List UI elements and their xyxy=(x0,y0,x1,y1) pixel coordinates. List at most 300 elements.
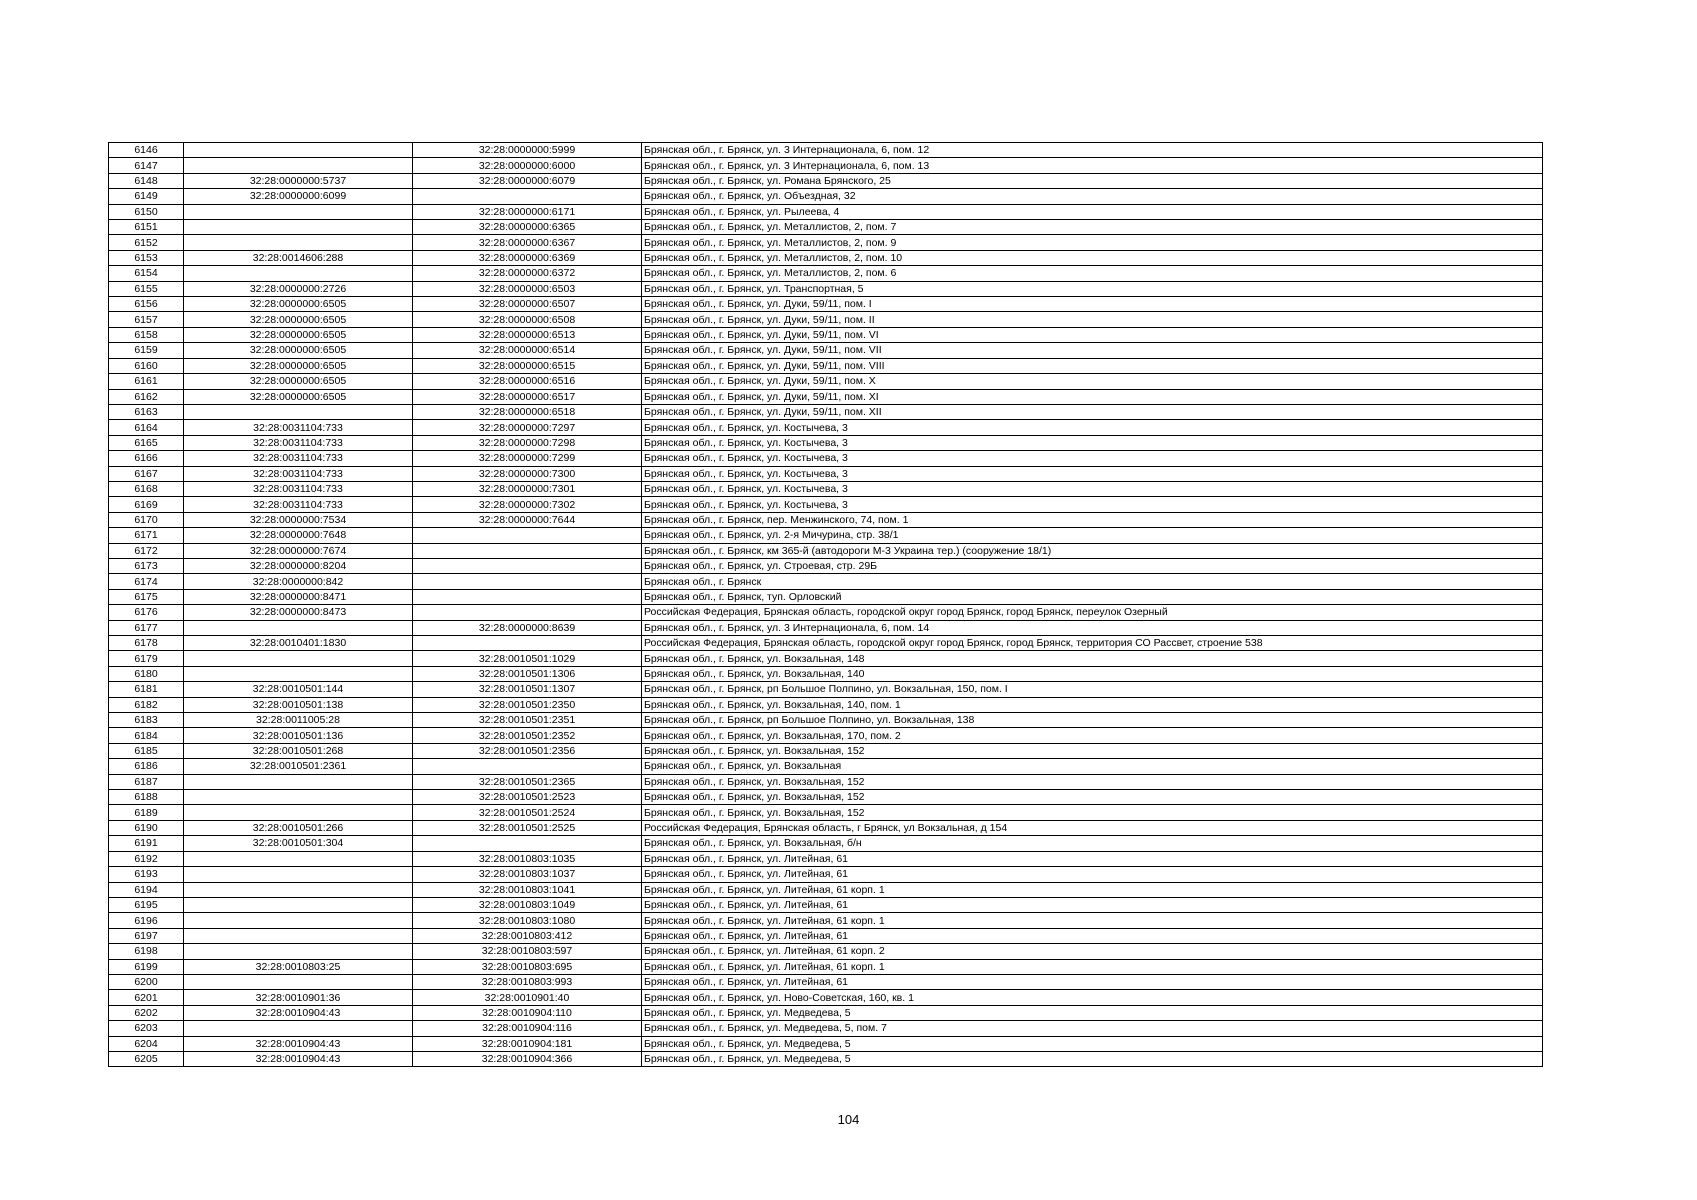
address-cell: Брянская обл., г. Брянск, ул. Костычева, 3 xyxy=(642,497,1543,512)
table-row xyxy=(109,897,1543,912)
table-row xyxy=(109,820,1543,835)
row-number-cell: 6162 xyxy=(109,389,184,404)
table-row xyxy=(109,713,1543,728)
row-number-cell: 6202 xyxy=(109,1005,184,1020)
registry-table xyxy=(108,142,1543,1067)
address-cell: Брянская обл., г. Брянск, ул. 3 Интернационала, 6, пом. 14 xyxy=(642,620,1543,635)
row-number-cell: 6164 xyxy=(109,420,184,435)
land-cadastral-number-cell: 32:28:0010501:2361 xyxy=(184,759,413,774)
table-row xyxy=(109,1005,1543,1020)
land-cadastral-number-cell: 32:28:0000000:8204 xyxy=(184,558,413,573)
table-row xyxy=(109,374,1543,389)
land-cadastral-number-cell: 32:28:0000000:6505 xyxy=(184,374,413,389)
address-cell: Брянская обл., г. Брянск, ул. Дуки, 59/11, пом. XI xyxy=(642,389,1543,404)
object-cadastral-number-cell: 32:28:0000000:8639 xyxy=(413,620,642,635)
table-row xyxy=(109,404,1543,419)
row-number-cell: 6174 xyxy=(109,574,184,589)
object-cadastral-number-cell xyxy=(413,574,642,589)
address-cell: Брянская обл., г. Брянск, ул. Вокзальная, 140 xyxy=(642,666,1543,681)
row-number-cell: 6159 xyxy=(109,343,184,358)
address-cell: Брянская обл., г. Брянск, ул. Дуки, 59/11, пом. VIII xyxy=(642,358,1543,373)
land-cadastral-number-cell: 32:28:0010401:1830 xyxy=(184,636,413,651)
land-cadastral-number-cell xyxy=(184,867,413,882)
address-cell: Брянская обл., г. Брянск, ул. Дуки, 59/11, пом. VI xyxy=(642,327,1543,342)
table-row xyxy=(109,728,1543,743)
table-row xyxy=(109,836,1543,851)
row-number-cell: 6194 xyxy=(109,882,184,897)
land-cadastral-number-cell xyxy=(184,143,413,158)
land-cadastral-number-cell: 32:28:0000000:7648 xyxy=(184,528,413,543)
table-row xyxy=(109,343,1543,358)
table-row xyxy=(109,851,1543,866)
table-row xyxy=(109,235,1543,250)
land-cadastral-number-cell: 32:28:0010803:25 xyxy=(184,959,413,974)
table-row xyxy=(109,682,1543,697)
land-cadastral-number-cell: 32:28:0000000:8473 xyxy=(184,605,413,620)
object-cadastral-number-cell: 32:28:0010904:110 xyxy=(413,1005,642,1020)
row-number-cell: 6168 xyxy=(109,481,184,496)
land-cadastral-number-cell xyxy=(184,944,413,959)
object-cadastral-number-cell: 32:28:0000000:6079 xyxy=(413,173,642,188)
table-row xyxy=(109,574,1543,589)
address-cell: Брянская обл., г. Брянск, ул. Литейная, 61 xyxy=(642,928,1543,943)
row-number-cell: 6184 xyxy=(109,728,184,743)
row-number-cell: 6150 xyxy=(109,204,184,219)
address-cell: Брянская обл., г. Брянск, ул. Вокзальная, 152 xyxy=(642,774,1543,789)
object-cadastral-number-cell xyxy=(413,836,642,851)
land-cadastral-number-cell: 32:28:0010901:36 xyxy=(184,990,413,1005)
object-cadastral-number-cell: 32:28:0010501:2352 xyxy=(413,728,642,743)
address-cell: Брянская обл., г. Брянск, ул. Металлистов, 2, пом. 9 xyxy=(642,235,1543,250)
address-cell: Брянская обл., г. Брянск, ул. Костычева, 3 xyxy=(642,420,1543,435)
object-cadastral-number-cell: 32:28:0000000:6369 xyxy=(413,250,642,265)
address-cell: Брянская обл., г. Брянск, ул. 3 Интернационала, 6, пом. 12 xyxy=(642,143,1543,158)
row-number-cell: 6163 xyxy=(109,404,184,419)
land-cadastral-number-cell: 32:28:0000000:6099 xyxy=(184,189,413,204)
address-cell: Брянская обл., г. Брянск, ул. Вокзальная, 152 xyxy=(642,805,1543,820)
row-number-cell: 6166 xyxy=(109,451,184,466)
land-cadastral-number-cell: 32:28:0000000:6505 xyxy=(184,327,413,342)
object-cadastral-number-cell: 32:28:0010803:1080 xyxy=(413,913,642,928)
land-cadastral-number-cell xyxy=(184,204,413,219)
land-cadastral-number-cell: 32:28:0011005:28 xyxy=(184,713,413,728)
object-cadastral-number-cell: 32:28:0010803:1049 xyxy=(413,897,642,912)
object-cadastral-number-cell xyxy=(413,605,642,620)
row-number-cell: 6147 xyxy=(109,158,184,173)
row-number-cell: 6173 xyxy=(109,558,184,573)
land-cadastral-number-cell xyxy=(184,913,413,928)
object-cadastral-number-cell: 32:28:0000000:6518 xyxy=(413,404,642,419)
table-row xyxy=(109,666,1543,681)
address-cell: Брянская обл., г. Брянск, ул. Костычева, 3 xyxy=(642,435,1543,450)
table-row xyxy=(109,327,1543,342)
object-cadastral-number-cell: 32:28:0000000:6171 xyxy=(413,204,642,219)
object-cadastral-number-cell: 32:28:0000000:6507 xyxy=(413,297,642,312)
address-cell: Брянская обл., г. Брянск, ул. Вокзальная xyxy=(642,759,1543,774)
land-cadastral-number-cell: 32:28:0010501:136 xyxy=(184,728,413,743)
address-cell: Брянская обл., г. Брянск, ул. Литейная, 61 xyxy=(642,974,1543,989)
table-row xyxy=(109,928,1543,943)
row-number-cell: 6172 xyxy=(109,543,184,558)
table-row xyxy=(109,189,1543,204)
land-cadastral-number-cell: 32:28:0000000:842 xyxy=(184,574,413,589)
row-number-cell: 6192 xyxy=(109,851,184,866)
row-number-cell: 6148 xyxy=(109,173,184,188)
table-row xyxy=(109,605,1543,620)
object-cadastral-number-cell: 32:28:0000000:6514 xyxy=(413,343,642,358)
address-cell: Брянская обл., г. Брянск, ул. Строевая, стр. 29Б xyxy=(642,558,1543,573)
table-row xyxy=(109,250,1543,265)
row-number-cell: 6157 xyxy=(109,312,184,327)
table-row xyxy=(109,743,1543,758)
address-cell: Брянская обл., г. Брянск, ул. Вокзальная, 148 xyxy=(642,651,1543,666)
land-cadastral-number-cell xyxy=(184,235,413,250)
table-row xyxy=(109,959,1543,974)
table-row xyxy=(109,1051,1543,1066)
row-number-cell: 6155 xyxy=(109,281,184,296)
address-cell: Брянская обл., г. Брянск, ул. Литейная, 61 корп. 1 xyxy=(642,882,1543,897)
row-number-cell: 6153 xyxy=(109,250,184,265)
object-cadastral-number-cell: 32:28:0010904:366 xyxy=(413,1051,642,1066)
land-cadastral-number-cell: 32:28:0031104:733 xyxy=(184,466,413,481)
table-row xyxy=(109,143,1543,158)
object-cadastral-number-cell: 32:28:0010501:2365 xyxy=(413,774,642,789)
object-cadastral-number-cell: 32:28:0010501:2523 xyxy=(413,790,642,805)
land-cadastral-number-cell xyxy=(184,666,413,681)
object-cadastral-number-cell: 32:28:0000000:7300 xyxy=(413,466,642,481)
table-row xyxy=(109,651,1543,666)
row-number-cell: 6149 xyxy=(109,189,184,204)
address-cell: Брянская обл., г. Брянск, ул. Медведева, 5 xyxy=(642,1036,1543,1051)
object-cadastral-number-cell: 32:28:0000000:6516 xyxy=(413,374,642,389)
land-cadastral-number-cell xyxy=(184,928,413,943)
object-cadastral-number-cell: 32:28:0000000:5999 xyxy=(413,143,642,158)
address-cell: Брянская обл., г. Брянск, ул. 3 Интернационала, 6, пом. 13 xyxy=(642,158,1543,173)
row-number-cell: 6170 xyxy=(109,512,184,527)
page-number: 104 xyxy=(837,1112,860,1127)
row-number-cell: 6195 xyxy=(109,897,184,912)
land-cadastral-number-cell: 32:28:0000000:6505 xyxy=(184,312,413,327)
address-cell: Брянская обл., г. Брянск, ул. Вокзальная, б/н xyxy=(642,836,1543,851)
address-cell: Брянская обл., г. Брянск, ул. Дуки, 59/11, пом. VII xyxy=(642,343,1543,358)
land-cadastral-number-cell xyxy=(184,158,413,173)
land-cadastral-number-cell xyxy=(184,220,413,235)
address-cell: Брянская обл., г. Брянск, ул. Металлистов, 2, пом. 7 xyxy=(642,220,1543,235)
land-cadastral-number-cell: 32:28:0010501:304 xyxy=(184,836,413,851)
address-cell: Брянская обл., г. Брянск, ул. Дуки, 59/11, пом. X xyxy=(642,374,1543,389)
object-cadastral-number-cell xyxy=(413,636,642,651)
object-cadastral-number-cell: 32:28:0010803:1041 xyxy=(413,882,642,897)
table-row xyxy=(109,512,1543,527)
row-number-cell: 6180 xyxy=(109,666,184,681)
object-cadastral-number-cell: 32:28:0000000:6000 xyxy=(413,158,642,173)
table-row xyxy=(109,867,1543,882)
object-cadastral-number-cell xyxy=(413,558,642,573)
row-number-cell: 6169 xyxy=(109,497,184,512)
land-cadastral-number-cell xyxy=(184,404,413,419)
object-cadastral-number-cell: 32:28:0000000:7299 xyxy=(413,451,642,466)
row-number-cell: 6181 xyxy=(109,682,184,697)
object-cadastral-number-cell xyxy=(413,759,642,774)
object-cadastral-number-cell: 32:28:0010904:181 xyxy=(413,1036,642,1051)
object-cadastral-number-cell: 32:28:0010803:993 xyxy=(413,974,642,989)
row-number-cell: 6165 xyxy=(109,435,184,450)
row-number-cell: 6178 xyxy=(109,636,184,651)
row-number-cell: 6161 xyxy=(109,374,184,389)
address-cell: Брянская обл., г. Брянск, ул. Литейная, 61 xyxy=(642,897,1543,912)
table-row xyxy=(109,790,1543,805)
address-cell: Брянская обл., г. Брянск, рп Большое Полпино, ул. Вокзальная, 150, пом. I xyxy=(642,682,1543,697)
table-row xyxy=(109,358,1543,373)
row-number-cell: 6193 xyxy=(109,867,184,882)
table-row xyxy=(109,882,1543,897)
land-cadastral-number-cell: 32:28:0010904:43 xyxy=(184,1005,413,1020)
registry-table-body xyxy=(109,143,1543,1067)
address-cell: Брянская обл., г. Брянск, ул. Транспортная, 5 xyxy=(642,281,1543,296)
table-row xyxy=(109,1036,1543,1051)
object-cadastral-number-cell: 32:28:0010803:412 xyxy=(413,928,642,943)
row-number-cell: 6158 xyxy=(109,327,184,342)
land-cadastral-number-cell: 32:28:0000000:7534 xyxy=(184,512,413,527)
address-cell: Брянская обл., г. Брянск, ул. Костычева, 3 xyxy=(642,466,1543,481)
row-number-cell: 6200 xyxy=(109,974,184,989)
table-row xyxy=(109,420,1543,435)
table-row xyxy=(109,497,1543,512)
object-cadastral-number-cell: 32:28:0010501:2524 xyxy=(413,805,642,820)
object-cadastral-number-cell: 32:28:0000000:7302 xyxy=(413,497,642,512)
table-row xyxy=(109,481,1543,496)
table-row xyxy=(109,528,1543,543)
address-cell: Брянская обл., г. Брянск, ул. Объездная, 32 xyxy=(642,189,1543,204)
address-cell: Российская Федерация, Брянская область, городской округ город Брянск, город Брянск, переулок Озерный xyxy=(642,605,1543,620)
table-row xyxy=(109,944,1543,959)
land-cadastral-number-cell xyxy=(184,1021,413,1036)
row-number-cell: 6151 xyxy=(109,220,184,235)
land-cadastral-number-cell xyxy=(184,790,413,805)
table-row xyxy=(109,158,1543,173)
address-cell: Брянская обл., г. Брянск, туп. Орловский xyxy=(642,589,1543,604)
land-cadastral-number-cell xyxy=(184,651,413,666)
row-number-cell: 6201 xyxy=(109,990,184,1005)
table-row xyxy=(109,266,1543,281)
object-cadastral-number-cell: 32:28:0000000:7644 xyxy=(413,512,642,527)
land-cadastral-number-cell: 32:28:0031104:733 xyxy=(184,435,413,450)
land-cadastral-number-cell: 32:28:0010904:43 xyxy=(184,1036,413,1051)
land-cadastral-number-cell: 32:28:0014606:288 xyxy=(184,250,413,265)
land-cadastral-number-cell: 32:28:0000000:6505 xyxy=(184,343,413,358)
row-number-cell: 6198 xyxy=(109,944,184,959)
land-cadastral-number-cell: 32:28:0000000:6505 xyxy=(184,358,413,373)
object-cadastral-number-cell: 32:28:0010501:1306 xyxy=(413,666,642,681)
land-cadastral-number-cell: 32:28:0010501:268 xyxy=(184,743,413,758)
table-row xyxy=(109,990,1543,1005)
object-cadastral-number-cell: 32:28:0010501:2351 xyxy=(413,713,642,728)
object-cadastral-number-cell: 32:28:0000000:7297 xyxy=(413,420,642,435)
object-cadastral-number-cell: 32:28:0000000:7301 xyxy=(413,481,642,496)
object-cadastral-number-cell xyxy=(413,543,642,558)
object-cadastral-number-cell: 32:28:0000000:6508 xyxy=(413,312,642,327)
address-cell: Брянская обл., г. Брянск, ул. Медведева, 5 xyxy=(642,1005,1543,1020)
object-cadastral-number-cell: 32:28:0000000:6517 xyxy=(413,389,642,404)
object-cadastral-number-cell: 32:28:0010501:1307 xyxy=(413,682,642,697)
land-cadastral-number-cell: 32:28:0031104:733 xyxy=(184,481,413,496)
land-cadastral-number-cell: 32:28:0000000:5737 xyxy=(184,173,413,188)
address-cell: Брянская обл., г. Брянск, ул. Дуки, 59/11, пом. XII xyxy=(642,404,1543,419)
address-cell: Российская Федерация, Брянская область, городской округ город Брянск, город Брянск, территория СО Рассвет, строение 538 xyxy=(642,636,1543,651)
address-cell: Брянская обл., г. Брянск, ул. Костычева, 3 xyxy=(642,451,1543,466)
row-number-cell: 6177 xyxy=(109,620,184,635)
land-cadastral-number-cell: 32:28:0000000:6505 xyxy=(184,297,413,312)
table-row xyxy=(109,451,1543,466)
row-number-cell: 6187 xyxy=(109,774,184,789)
land-cadastral-number-cell: 32:28:0031104:733 xyxy=(184,451,413,466)
object-cadastral-number-cell: 32:28:0000000:6513 xyxy=(413,327,642,342)
address-cell: Брянская обл., г. Брянск, рп Большое Полпино, ул. Вокзальная, 138 xyxy=(642,713,1543,728)
table-row xyxy=(109,774,1543,789)
row-number-cell: 6171 xyxy=(109,528,184,543)
land-cadastral-number-cell: 32:28:0010904:43 xyxy=(184,1051,413,1066)
address-cell: Брянская обл., г. Брянск, ул. Литейная, 61 xyxy=(642,851,1543,866)
table-row xyxy=(109,389,1543,404)
row-number-cell: 6160 xyxy=(109,358,184,373)
table-row xyxy=(109,297,1543,312)
table-row xyxy=(109,974,1543,989)
object-cadastral-number-cell: 32:28:0010501:1029 xyxy=(413,651,642,666)
land-cadastral-number-cell: 32:28:0010501:266 xyxy=(184,820,413,835)
object-cadastral-number-cell: 32:28:0010901:40 xyxy=(413,990,642,1005)
table-row xyxy=(109,759,1543,774)
land-cadastral-number-cell: 32:28:0010501:138 xyxy=(184,697,413,712)
row-number-cell: 6197 xyxy=(109,928,184,943)
object-cadastral-number-cell: 32:28:0000000:6372 xyxy=(413,266,642,281)
table-row xyxy=(109,281,1543,296)
address-cell: Брянская обл., г. Брянск xyxy=(642,574,1543,589)
object-cadastral-number-cell: 32:28:0000000:6367 xyxy=(413,235,642,250)
object-cadastral-number-cell: 32:28:0010501:2525 xyxy=(413,820,642,835)
address-cell: Брянская обл., г. Брянск, ул. Медведева, 5 xyxy=(642,1051,1543,1066)
object-cadastral-number-cell: 32:28:0010803:1035 xyxy=(413,851,642,866)
table-row xyxy=(109,220,1543,235)
land-cadastral-number-cell xyxy=(184,851,413,866)
land-cadastral-number-cell: 32:28:0000000:6505 xyxy=(184,389,413,404)
land-cadastral-number-cell xyxy=(184,805,413,820)
object-cadastral-number-cell xyxy=(413,589,642,604)
row-number-cell: 6204 xyxy=(109,1036,184,1051)
table-row xyxy=(109,543,1543,558)
object-cadastral-number-cell: 32:28:0000000:6515 xyxy=(413,358,642,373)
row-number-cell: 6175 xyxy=(109,589,184,604)
address-cell: Брянская обл., г. Брянск, ул. 2-я Мичурина, стр. 38/1 xyxy=(642,528,1543,543)
row-number-cell: 6199 xyxy=(109,959,184,974)
row-number-cell: 6190 xyxy=(109,820,184,835)
address-cell: Брянская обл., г. Брянск, пер. Менжинского, 74, пом. 1 xyxy=(642,512,1543,527)
address-cell: Брянская обл., г. Брянск, ул. Рылеева, 4 xyxy=(642,204,1543,219)
object-cadastral-number-cell: 32:28:0010904:116 xyxy=(413,1021,642,1036)
land-cadastral-number-cell xyxy=(184,897,413,912)
land-cadastral-number-cell: 32:28:0010501:144 xyxy=(184,682,413,697)
address-cell: Брянская обл., г. Брянск, ул. Металлистов, 2, пом. 10 xyxy=(642,250,1543,265)
row-number-cell: 6196 xyxy=(109,913,184,928)
table-row xyxy=(109,913,1543,928)
address-cell: Брянская обл., г. Брянск, ул. Вокзальная, 152 xyxy=(642,790,1543,805)
table-row xyxy=(109,466,1543,481)
object-cadastral-number-cell xyxy=(413,528,642,543)
table-row xyxy=(109,435,1543,450)
row-number-cell: 6186 xyxy=(109,759,184,774)
land-cadastral-number-cell: 32:28:0000000:2726 xyxy=(184,281,413,296)
row-number-cell: 6189 xyxy=(109,805,184,820)
address-cell: Брянская обл., г. Брянск, ул. Романа Брянского, 25 xyxy=(642,173,1543,188)
row-number-cell: 6183 xyxy=(109,713,184,728)
address-cell: Брянская обл., г. Брянск, ул. Литейная, 61 xyxy=(642,867,1543,882)
address-cell: Брянская обл., г. Брянск, км 365-й (автодороги М-3 Украина тер.) (сооружение 18/1) xyxy=(642,543,1543,558)
table-row xyxy=(109,173,1543,188)
row-number-cell: 6191 xyxy=(109,836,184,851)
address-cell: Брянская обл., г. Брянск, ул. Медведева, 5, пом. 7 xyxy=(642,1021,1543,1036)
land-cadastral-number-cell xyxy=(184,774,413,789)
object-cadastral-number-cell xyxy=(413,189,642,204)
row-number-cell: 6203 xyxy=(109,1021,184,1036)
table-row xyxy=(109,636,1543,651)
land-cadastral-number-cell: 32:28:0000000:7674 xyxy=(184,543,413,558)
object-cadastral-number-cell: 32:28:0010803:597 xyxy=(413,944,642,959)
row-number-cell: 6179 xyxy=(109,651,184,666)
row-number-cell: 6188 xyxy=(109,790,184,805)
table-row xyxy=(109,1021,1543,1036)
land-cadastral-number-cell xyxy=(184,974,413,989)
object-cadastral-number-cell: 32:28:0010501:2350 xyxy=(413,697,642,712)
land-cadastral-number-cell: 32:28:0000000:8471 xyxy=(184,589,413,604)
row-number-cell: 6176 xyxy=(109,605,184,620)
table-row xyxy=(109,558,1543,573)
land-cadastral-number-cell xyxy=(184,620,413,635)
row-number-cell: 6156 xyxy=(109,297,184,312)
object-cadastral-number-cell: 32:28:0010501:2356 xyxy=(413,743,642,758)
row-number-cell: 6152 xyxy=(109,235,184,250)
address-cell: Брянская обл., г. Брянск, ул. Литейная, 61 корп. 1 xyxy=(642,959,1543,974)
row-number-cell: 6205 xyxy=(109,1051,184,1066)
address-cell: Брянская обл., г. Брянск, ул. Литейная, 61 корп. 1 xyxy=(642,913,1543,928)
land-cadastral-number-cell xyxy=(184,882,413,897)
address-cell: Брянская обл., г. Брянск, ул. Литейная, 61 корп. 2 xyxy=(642,944,1543,959)
address-cell: Брянская обл., г. Брянск, ул. Костычева, 3 xyxy=(642,481,1543,496)
object-cadastral-number-cell: 32:28:0010803:1037 xyxy=(413,867,642,882)
address-cell: Брянская обл., г. Брянск, ул. Вокзальная, 140, пом. 1 xyxy=(642,697,1543,712)
table-row xyxy=(109,589,1543,604)
address-cell: Брянская обл., г. Брянск, ул. Вокзальная, 170, пом. 2 xyxy=(642,728,1543,743)
table-row xyxy=(109,805,1543,820)
object-cadastral-number-cell: 32:28:0000000:6503 xyxy=(413,281,642,296)
object-cadastral-number-cell: 32:28:0000000:6365 xyxy=(413,220,642,235)
table-row xyxy=(109,697,1543,712)
address-cell: Брянская обл., г. Брянск, ул. Вокзальная, 152 xyxy=(642,743,1543,758)
row-number-cell: 6154 xyxy=(109,266,184,281)
address-cell: Брянская обл., г. Брянск, ул. Металлистов, 2, пом. 6 xyxy=(642,266,1543,281)
table-row xyxy=(109,204,1543,219)
row-number-cell: 6146 xyxy=(109,143,184,158)
row-number-cell: 6182 xyxy=(109,697,184,712)
row-number-cell: 6185 xyxy=(109,743,184,758)
land-cadastral-number-cell: 32:28:0031104:733 xyxy=(184,420,413,435)
table-row xyxy=(109,620,1543,635)
address-cell: Брянская обл., г. Брянск, ул. Дуки, 59/11, пом. I xyxy=(642,297,1543,312)
object-cadastral-number-cell: 32:28:0010803:695 xyxy=(413,959,642,974)
land-cadastral-number-cell xyxy=(184,266,413,281)
address-cell: Российская Федерация, Брянская область, г Брянск, ул Вокзальная, д 154 xyxy=(642,820,1543,835)
table-row xyxy=(109,312,1543,327)
address-cell: Брянская обл., г. Брянск, ул. Ново-Советская, 160, кв. 1 xyxy=(642,990,1543,1005)
land-cadastral-number-cell: 32:28:0031104:733 xyxy=(184,497,413,512)
